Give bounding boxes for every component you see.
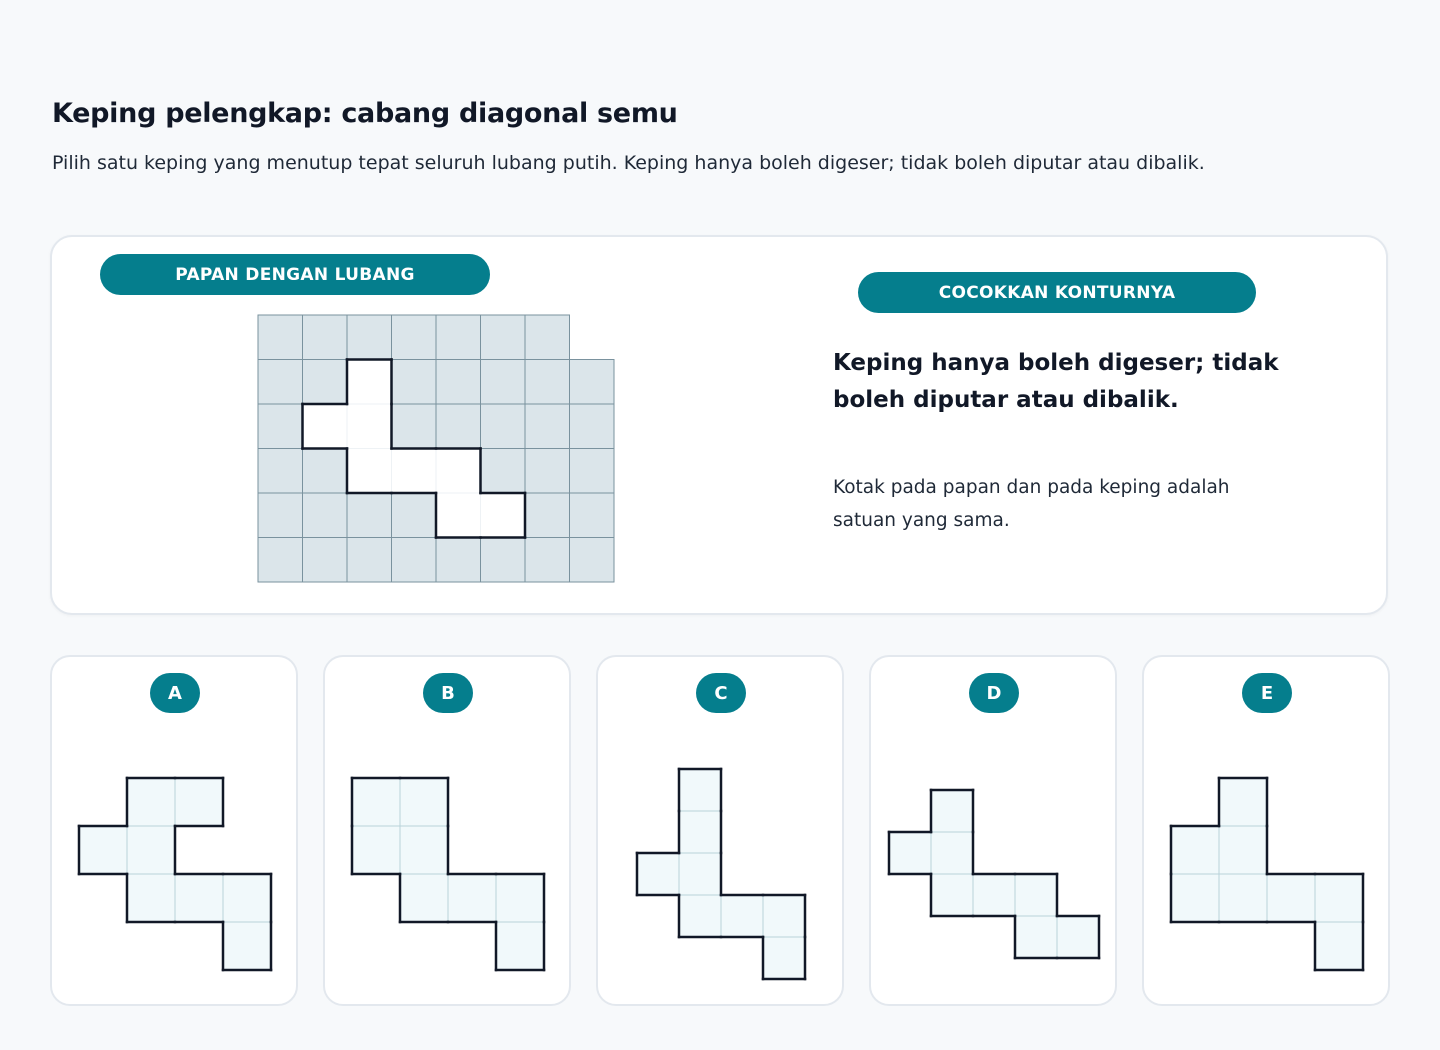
piece-c-cell	[679, 811, 721, 853]
hole-cell	[347, 404, 392, 449]
board-panel	[50, 235, 1388, 615]
board-cell	[570, 404, 615, 449]
board-cell	[392, 404, 437, 449]
piece-a-cell	[79, 826, 127, 874]
piece-d-cell	[889, 832, 931, 874]
piece-shape-d	[871, 657, 1119, 1008]
choice-badge-e: E	[1242, 673, 1292, 713]
piece-d-cell	[1015, 874, 1057, 916]
board-cell	[258, 538, 303, 583]
board-cell	[570, 538, 615, 583]
board-cell	[258, 360, 303, 405]
piece-c-cell	[763, 895, 805, 937]
piece-a-cell	[223, 874, 271, 922]
board-cell	[258, 315, 303, 360]
board-cell	[525, 493, 570, 538]
board-cell	[392, 493, 437, 538]
page-subtitle: Pilih satu keping yang menutup tepat seluruh lubang putih. Keping hanya boleh digeser; tidak boleh diputar atau dibalik.	[52, 152, 1205, 174]
board-cell	[525, 315, 570, 360]
board-cell	[347, 493, 392, 538]
board-cell	[258, 493, 303, 538]
piece-a-cell	[127, 778, 175, 826]
board-cell	[481, 360, 526, 405]
choice-badge-b: B	[423, 673, 473, 713]
board-cell	[303, 315, 348, 360]
piece-b-cell	[352, 778, 400, 826]
piece-e-cell	[1219, 826, 1267, 874]
piece-e-cell	[1315, 874, 1363, 922]
piece-e-cell	[1219, 874, 1267, 922]
hint-instruction: Keping hanya boleh digeser; tidak boleh diputar atau dibalik.	[833, 350, 1279, 413]
board-cell	[481, 449, 526, 494]
board-grid	[257, 314, 617, 586]
piece-b-cell	[400, 826, 448, 874]
choice-card-d[interactable]	[869, 655, 1117, 1006]
piece-e-cell	[1171, 874, 1219, 922]
piece-c-cell	[637, 853, 679, 895]
piece-b-cell	[352, 826, 400, 874]
board-cell	[392, 315, 437, 360]
board-cell	[392, 538, 437, 583]
page-title: Keping pelengkap: cabang diagonal semu	[52, 98, 678, 129]
piece-d-cell	[1015, 916, 1057, 958]
choice-card-b[interactable]	[323, 655, 571, 1006]
piece-d-cell	[931, 874, 973, 916]
piece-b-cell	[400, 874, 448, 922]
choice-card-e[interactable]	[1142, 655, 1390, 1006]
piece-e-cell	[1315, 922, 1363, 970]
board-cell	[347, 538, 392, 583]
board-cell	[303, 360, 348, 405]
piece-c-cell	[763, 937, 805, 979]
piece-a-cell	[127, 874, 175, 922]
piece-b-cell	[400, 778, 448, 826]
hole-cell	[303, 404, 348, 449]
board-cell	[347, 315, 392, 360]
board-cell	[258, 449, 303, 494]
board-cell	[392, 360, 437, 405]
piece-d-cell	[931, 832, 973, 874]
board-cell	[481, 404, 526, 449]
piece-e-cell	[1219, 778, 1267, 826]
board-cell	[258, 404, 303, 449]
piece-d-cell	[1057, 916, 1099, 958]
board-cell	[436, 360, 481, 405]
piece-shape-a	[52, 657, 300, 1008]
piece-d-cell	[931, 790, 973, 832]
board-cell	[436, 538, 481, 583]
choice-badge-a: A	[150, 673, 200, 713]
piece-shape-c	[598, 657, 846, 1008]
board-cell	[525, 404, 570, 449]
board-cell	[303, 538, 348, 583]
board-cell	[525, 538, 570, 583]
piece-a-cell	[175, 778, 223, 826]
piece-e-cell	[1171, 826, 1219, 874]
piece-shape-e	[1144, 657, 1392, 1008]
piece-a-cell	[175, 874, 223, 922]
board-cell	[303, 449, 348, 494]
board-cell	[436, 315, 481, 360]
piece-d-cell	[973, 874, 1015, 916]
hole-cell	[481, 493, 526, 538]
piece-b-cell	[496, 874, 544, 922]
piece-e-cell	[1267, 874, 1315, 922]
board-label: PAPAN DENGAN LUBANG	[100, 254, 490, 295]
piece-c-cell	[679, 853, 721, 895]
choice-badge-c: C	[696, 673, 746, 713]
piece-a-cell	[223, 922, 271, 970]
board-cell	[525, 449, 570, 494]
choice-badge-d: D	[969, 673, 1019, 713]
board-cell	[481, 538, 526, 583]
hole-cell	[347, 360, 392, 405]
board-cell	[570, 449, 615, 494]
hole-cell	[436, 449, 481, 494]
hole-cell	[347, 449, 392, 494]
board-cell	[303, 493, 348, 538]
board-cell	[525, 360, 570, 405]
piece-c-cell	[721, 895, 763, 937]
piece-c-cell	[679, 769, 721, 811]
piece-shape-b	[325, 657, 573, 1008]
choice-card-a[interactable]	[50, 655, 298, 1006]
piece-a-cell	[127, 826, 175, 874]
piece-b-cell	[496, 922, 544, 970]
hole-cell	[436, 493, 481, 538]
choice-card-c[interactable]	[596, 655, 844, 1006]
board-cell	[570, 360, 615, 405]
piece-c-cell	[679, 895, 721, 937]
board-cell	[481, 315, 526, 360]
hint-note: Kotak pada papan dan pada keping adalah satuan yang sama.	[833, 477, 1230, 531]
board-cell	[570, 493, 615, 538]
hole-cell	[392, 449, 437, 494]
board-cell	[436, 404, 481, 449]
piece-b-cell	[448, 874, 496, 922]
hint-label: COCOKKAN KONTURNYA	[858, 272, 1256, 313]
